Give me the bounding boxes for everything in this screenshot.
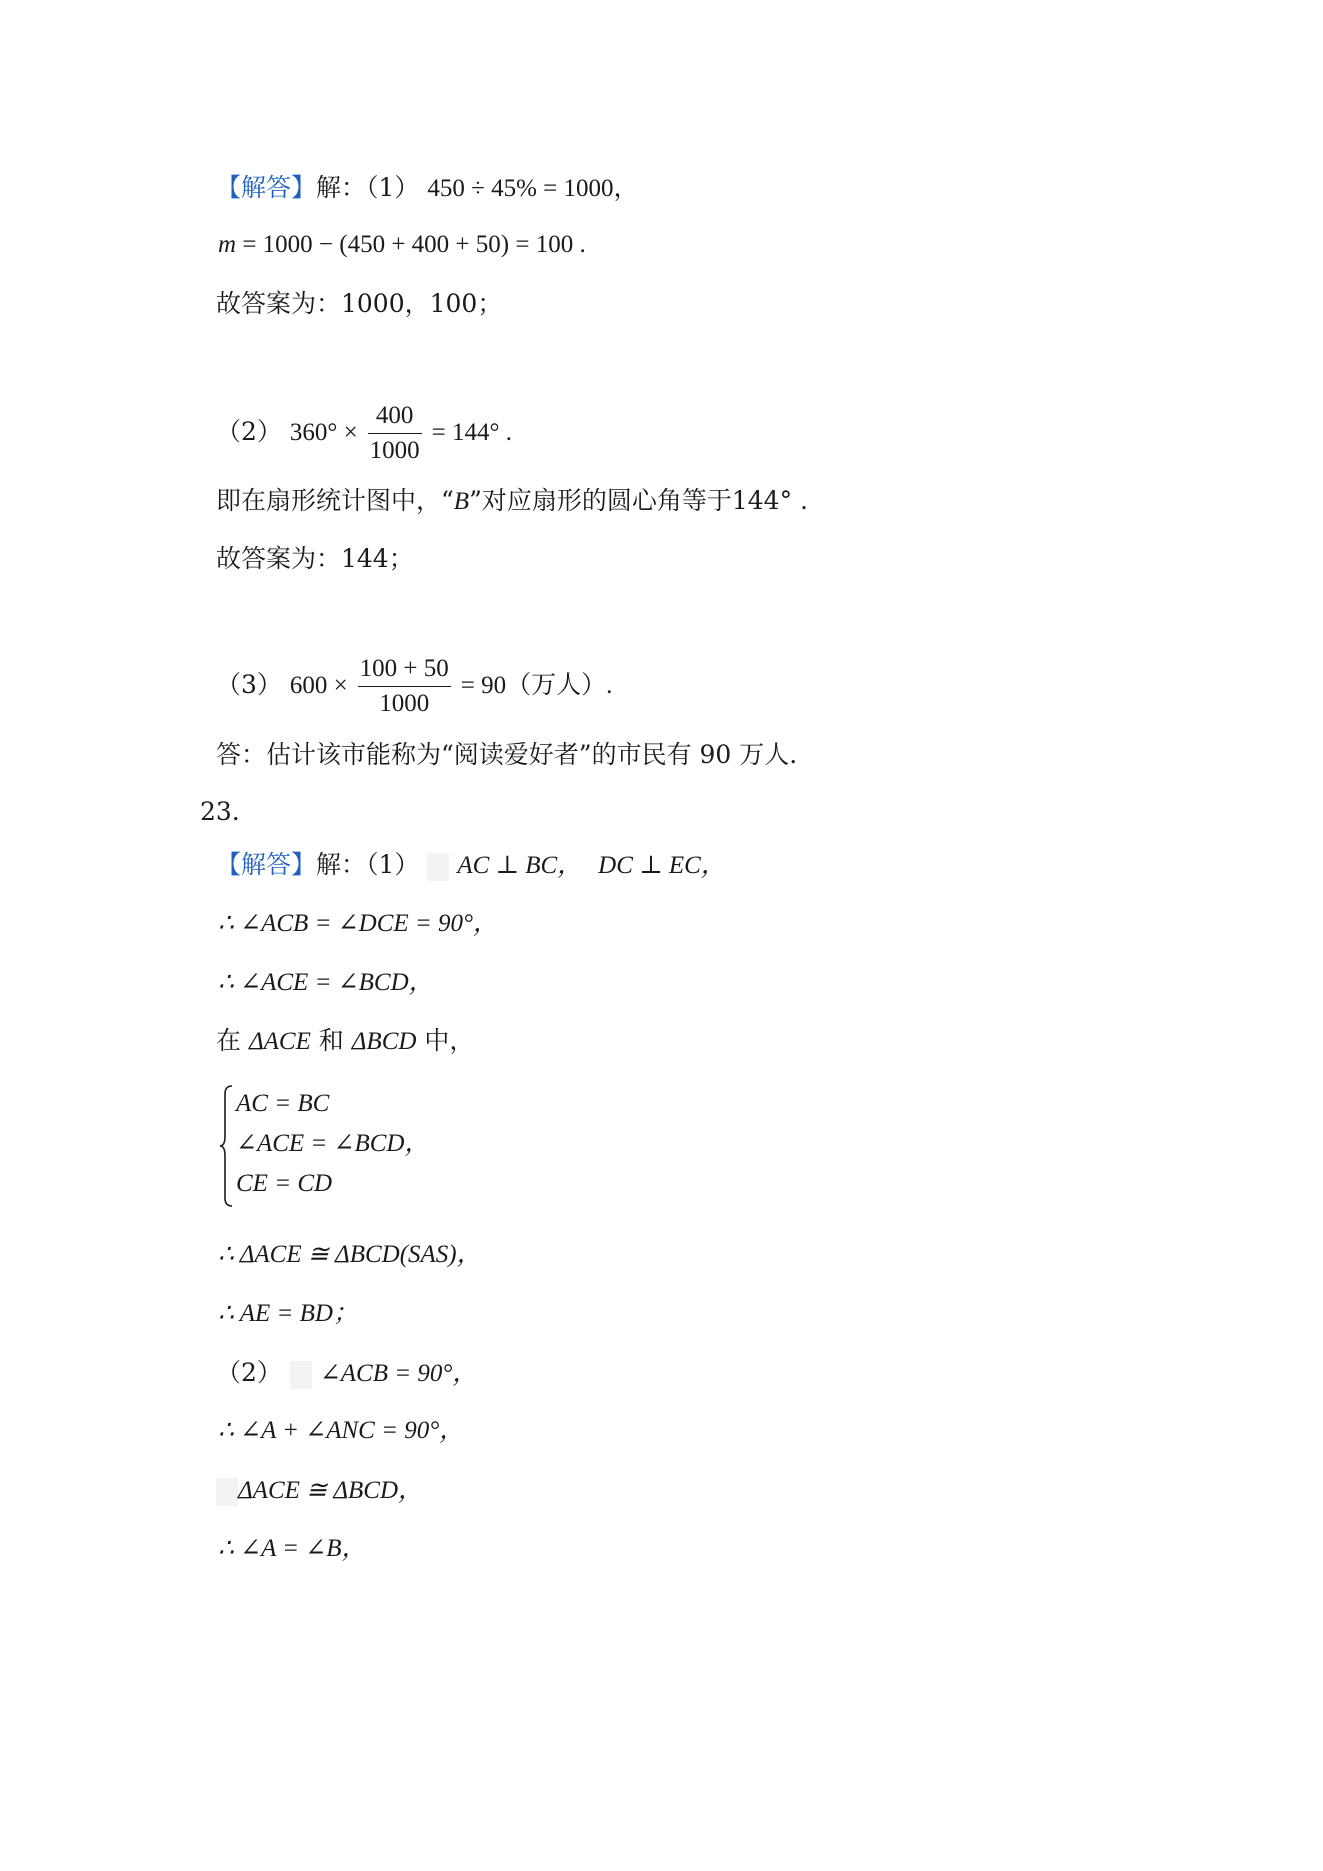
q1-eq1: 450 ÷ 45% = 1000， [427, 175, 639, 202]
p23-step8: ∴ ∠A = ∠B， [218, 1535, 367, 1562]
q2-answer: 故答案为：144； [216, 544, 414, 573]
p22-q1-line1 [216, 171, 639, 206]
q2-explain-post: ”对应扇形的圆心角等于144° . [469, 486, 808, 515]
p22-q2-line1 [216, 399, 512, 468]
q1-eq2: = 1000 − (450 + 400 + 50) = 100 . [236, 231, 586, 258]
triangle-bcd: ΔBCD [351, 1028, 417, 1055]
q1-intro: 解：（1） [316, 173, 420, 202]
q3-fraction [358, 652, 451, 721]
system-eq2: ∠ACE = ∠BCD， [236, 1130, 430, 1157]
p23-line1 [216, 848, 726, 883]
q3-tail: = 90（万人）. [460, 672, 613, 699]
p23-intro: 解：（1） [316, 850, 420, 879]
p22-q1-line2 [218, 227, 586, 262]
p23-step4: ∴ ΔACE ≅ ΔBCD(SAS)， [218, 1241, 482, 1268]
q2-fraction [368, 399, 422, 468]
p23-given2: DC ⊥ EC， [598, 852, 726, 879]
answer-tag: 【解答】 [216, 173, 317, 202]
p23-step2: ∴ ∠ACE = ∠BCD， [218, 969, 434, 996]
p23-step3 [216, 1024, 474, 1059]
q2-frac-den: 1000 [369, 437, 420, 464]
p22-q3-line1 [216, 652, 612, 721]
q2-lead: 360° × [289, 419, 358, 446]
p23-given1: AC ⊥ BC， [457, 852, 583, 879]
system-lines [236, 1084, 429, 1204]
q2-explain-pre: 即在扇形统计图中，“ [216, 486, 454, 515]
problem-number-23: 23. [200, 797, 240, 826]
q3-answer: 答：估计该市能称为“阅读爱好者”的市民有 90 万人. [216, 740, 798, 769]
system-eq1: AC = BC [236, 1090, 330, 1117]
var-B: B [453, 488, 470, 515]
q3-frac-den: 1000 [379, 690, 430, 717]
p23-step1: ∴ ∠ACB = ∠DCE = 90°， [218, 910, 499, 937]
p23-s3-mid: 和 [310, 1026, 352, 1055]
p23-step7: ΔACE ≅ ΔBCD， [238, 1477, 424, 1504]
p23-s3-post: 中， [416, 1026, 475, 1055]
shaded-symbol-placeholder [290, 1361, 312, 1389]
var-m: m [218, 231, 237, 258]
q2-intro: （2） [216, 417, 282, 446]
p23-s3-pre: 在 [216, 1026, 249, 1055]
p22-q2-explain [216, 484, 808, 519]
q1-answer: 故答案为：1000，100； [216, 289, 503, 318]
p23-step5: ∴ AE = BD； [218, 1300, 358, 1327]
p23-step6: ∴ ∠A + ∠ANC = 90°， [218, 1417, 465, 1444]
shaded-symbol-placeholder [427, 853, 449, 881]
p23-q2-given: ∠ACB = 90°， [319, 1360, 478, 1387]
p23-step7-line [216, 1473, 423, 1508]
p23-q2-intro: （2） [216, 1358, 282, 1387]
answer-tag: 【解答】 [216, 850, 317, 879]
shaded-symbol-placeholder [216, 1478, 238, 1506]
q3-lead: 600 × [289, 672, 348, 699]
q2-frac-num: 400 [368, 399, 422, 434]
system-eq3: CE = CD [236, 1170, 333, 1197]
q2-tail: = 144° . [431, 419, 512, 446]
q3-intro: （3） [216, 670, 282, 699]
q3-frac-num: 100 + 50 [358, 652, 451, 687]
p23-q2-line [216, 1356, 477, 1391]
triangle-ace: ΔACE [248, 1028, 311, 1055]
left-brace-icon [218, 1084, 236, 1208]
